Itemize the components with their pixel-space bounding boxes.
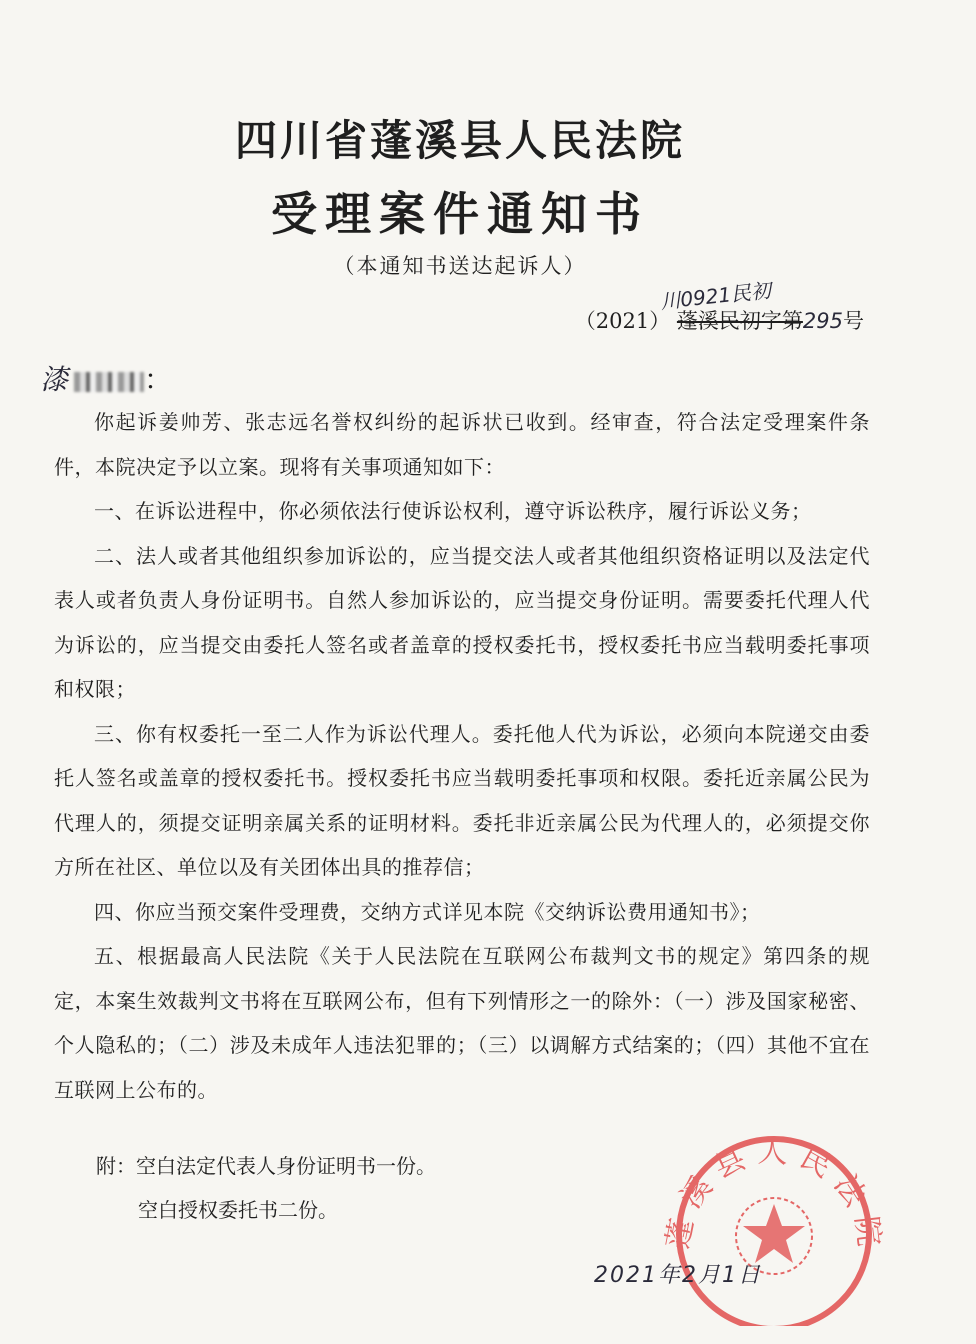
issue-date: 2021年2月1日 (594, 1263, 762, 1288)
attachment-item-2: 空白授权委托书二份。 (138, 1198, 338, 1222)
attachments (96, 1144, 436, 1232)
seal-text: 蓬溪县人民法院 (660, 1134, 888, 1259)
paragraph-intro: 你起诉姜帅芳、张志远名誉权纠纷的起诉状已收到。经审查，符合法定受理案件条件，本院决定予以立案。现将有关事项通知如下： (54, 410, 870, 479)
paragraph-4: 四、你应当预交案件受理费，交纳方式详见本院《交纳诉讼费用通知书》； (94, 899, 761, 924)
addressee-colon: ： (144, 363, 173, 396)
case-handwritten-number: 295 (802, 309, 843, 333)
paragraph-5: 五、根据最高人民法院《关于人民法院在互联网公布裁判文书的规定》第四条的规定，本案生效裁判文书将在互联网公布，但有下列情形之一的除外：（一）涉及国家秘密、个人隐私的；（二）涉及未成年人违法犯罪的；（三）以调解方式结案的；（四）其他不宜在互联网上公布的。 (54, 944, 870, 1102)
case-year: （2021） (574, 309, 671, 333)
court-seal-icon (654, 1126, 894, 1326)
redacted-name (74, 372, 144, 392)
notice-body (54, 400, 870, 1112)
case-number (575, 305, 864, 335)
paragraph-2: 二、法人或者其他组织参加诉讼的，应当提交法人或者其他组织资格证明以及法定代表人或者负责人身份证明书。自然人参加诉讼的，应当提交身份证明。需要委托代理人代为诉讼的，应当提交由委托人签名或者盖章的授权委托书，授权委托书应当载明委托事项和权限； (54, 543, 870, 701)
attachment-item-1: 空白法定代表人身份证明书一份。 (136, 1154, 436, 1178)
attachments-label: 附： (96, 1154, 136, 1178)
addressee-name: 漆 (40, 363, 69, 396)
paragraph-3: 三、你有权委托一至二人作为诉讼代理人。委托他人代为诉讼，必须向本院递交由委托人签名或盖章的授权委托书。授权委托书应当载明委托事项和权限。委托近亲属公民为代理人的，须提交证明亲属关系的证明材料。委托非近亲属公民为代理人的，必须提交你方所在社区、单位以及有关团体出具的推荐信； (54, 721, 870, 879)
case-printed-prefix: 蓬溪民初字第 (676, 309, 803, 333)
case-suffix: 号 (843, 309, 864, 333)
addressee (40, 358, 172, 398)
paragraph-1: 一、在诉讼进程中，你必须依法行使诉讼权利，遵守诉讼秩序，履行诉讼义务； (94, 499, 812, 523)
court-name: 四川省蓬溪县人民法院 (234, 116, 685, 165)
case-number-handwritten-prefix: 川0921民初 (659, 278, 773, 314)
document-subtitle: （本通知书送达起诉人） (333, 254, 587, 278)
document-title: 受理案件通知书 (271, 187, 649, 241)
